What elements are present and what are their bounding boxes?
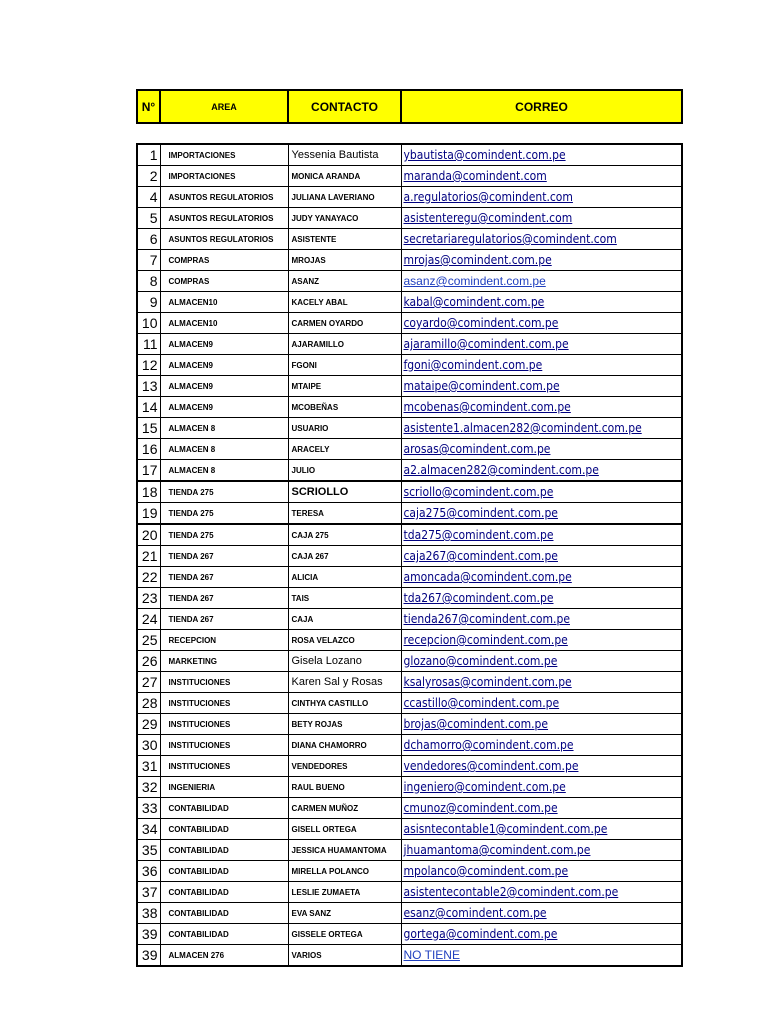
row-number: 36 (137, 861, 160, 882)
email-link[interactable]: gortega@comindent.com.pe (403, 927, 558, 941)
row-email-cell (401, 609, 682, 630)
row-number: 14 (137, 397, 160, 418)
row-area: ALMACEN 8 (160, 439, 288, 460)
row-contact: VARIOS (288, 945, 401, 967)
row-email-cell (401, 756, 682, 777)
table-row (137, 166, 682, 187)
table-row (137, 292, 682, 313)
email-link[interactable]: amoncada@comindent.com.pe (403, 570, 572, 584)
row-area: CONTABILIDAD (160, 798, 288, 819)
row-number: 29 (137, 714, 160, 735)
row-contact: MTAIPE (288, 376, 401, 397)
row-email-cell (401, 567, 682, 588)
email-link[interactable]: asanz@comindent.com.pe (403, 274, 546, 288)
email-link[interactable]: ccastillo@comindent.com.pe (403, 696, 560, 710)
row-number: 13 (137, 376, 160, 397)
table-row (137, 397, 682, 418)
header-row (137, 90, 682, 123)
row-email-cell (401, 798, 682, 819)
table-row (137, 735, 682, 756)
row-email-cell (401, 735, 682, 756)
row-area: INGENIERIA (160, 777, 288, 798)
email-link[interactable]: vendedores@comindent.com.pe (403, 759, 579, 773)
row-email-cell (401, 840, 682, 861)
row-number: 31 (137, 756, 160, 777)
table-row (137, 481, 682, 503)
row-number: 1 (137, 144, 160, 166)
row-email-cell (401, 861, 682, 882)
row-number: 6 (137, 229, 160, 250)
row-contact: CAJA 275 (288, 524, 401, 546)
email-link[interactable]: caja275@comindent.com.pe (403, 506, 558, 520)
row-email-cell (401, 924, 682, 945)
row-number: 8 (137, 271, 160, 292)
row-email-cell (401, 376, 682, 397)
row-number: 4 (137, 187, 160, 208)
row-email-cell (401, 397, 682, 418)
row-email-cell (401, 271, 682, 292)
table-row (137, 144, 682, 166)
row-number: 12 (137, 355, 160, 376)
email-link[interactable]: asistente1.almacen282@comindent.com.pe (403, 421, 642, 435)
table-row (137, 229, 682, 250)
email-link[interactable]: jhuamantoma@comindent.com.pe (403, 843, 591, 857)
table-row (137, 271, 682, 292)
table-row (137, 524, 682, 546)
row-number: 22 (137, 567, 160, 588)
table-row (137, 418, 682, 439)
row-area: MARKETING (160, 651, 288, 672)
email-link[interactable]: tienda267@comindent.com.pe (403, 612, 570, 626)
row-contact: MCOBEÑAS (288, 397, 401, 418)
email-link[interactable]: tda267@comindent.com.pe (403, 591, 554, 605)
row-email-cell (401, 524, 682, 546)
row-contact: GISELL ORTEGA (288, 819, 401, 840)
row-number: 32 (137, 777, 160, 798)
row-email-cell (401, 882, 682, 903)
row-number: 24 (137, 609, 160, 630)
row-contact: MONICA ARANDA (288, 166, 401, 187)
table-row (137, 672, 682, 693)
row-area: INSTITUCIONES (160, 714, 288, 735)
row-email-cell (401, 481, 682, 503)
row-area: CONTABILIDAD (160, 840, 288, 861)
header-area: AREA (160, 90, 288, 123)
row-area: ASUNTOS REGULATORIOS (160, 229, 288, 250)
row-number: 39 (137, 945, 160, 967)
header-table (136, 89, 683, 124)
row-contact: BETY ROJAS (288, 714, 401, 735)
email-link[interactable]: kabal@comindent.com.pe (403, 295, 545, 309)
row-contact: LESLIE ZUMAETA (288, 882, 401, 903)
email-link[interactable]: ksalyrosas@comindent.com.pe (403, 675, 572, 689)
row-email-cell (401, 588, 682, 609)
email-link[interactable]: dchamorro@comindent.com.pe (403, 738, 574, 752)
row-area: ALMACEN10 (160, 313, 288, 334)
email-link[interactable]: mcobenas@comindent.com.pe (403, 400, 571, 414)
email-link[interactable]: ybautista@comindent.com.pe (403, 148, 566, 162)
row-area: TIENDA 267 (160, 546, 288, 567)
email-link[interactable]: tda275@comindent.com.pe (403, 528, 554, 542)
row-area: ALMACEN9 (160, 397, 288, 418)
row-contact: TERESA (288, 503, 401, 525)
table-row (137, 313, 682, 334)
row-email-cell (401, 714, 682, 735)
row-number: 23 (137, 588, 160, 609)
row-number: 33 (137, 798, 160, 819)
row-email-cell (401, 777, 682, 798)
table-row (137, 819, 682, 840)
table-row (137, 756, 682, 777)
row-contact: CARMEN OYARDO (288, 313, 401, 334)
row-area: ALMACEN 276 (160, 945, 288, 967)
row-number: 35 (137, 840, 160, 861)
row-number: 37 (137, 882, 160, 903)
row-contact: ROSA VELAZCO (288, 630, 401, 651)
row-number: 34 (137, 819, 160, 840)
table-row (137, 714, 682, 735)
row-contact: CAJA (288, 609, 401, 630)
row-contact: CAJA 267 (288, 546, 401, 567)
row-area: ALMACEN9 (160, 334, 288, 355)
row-email-cell (401, 229, 682, 250)
row-area: ALMACEN10 (160, 292, 288, 313)
email-link[interactable]: asistentecontable2@comindent.com.pe (403, 885, 619, 899)
row-number: 15 (137, 418, 160, 439)
contacts-table (136, 143, 683, 967)
table-row (137, 588, 682, 609)
email-link[interactable]: a.regulatorios@comindent.com (403, 190, 573, 204)
row-area: ALMACEN 8 (160, 418, 288, 439)
email-link[interactable]: mataipe@comindent.com.pe (403, 379, 560, 393)
row-email-cell (401, 166, 682, 187)
row-email-cell (401, 945, 682, 967)
row-area: CONTABILIDAD (160, 924, 288, 945)
row-contact: VENDEDORES (288, 756, 401, 777)
row-contact: ARACELY (288, 439, 401, 460)
row-contact: ALICIA (288, 567, 401, 588)
email-link[interactable]: secretariaregulatorios@comindent.com (403, 232, 617, 246)
table-row (137, 630, 682, 651)
row-area: ALMACEN 8 (160, 460, 288, 482)
row-contact: DIANA CHAMORRO (288, 735, 401, 756)
row-area: ALMACEN9 (160, 376, 288, 397)
row-number: 28 (137, 693, 160, 714)
row-number: 21 (137, 546, 160, 567)
header-num: N° (137, 90, 160, 123)
row-email-cell (401, 355, 682, 376)
row-area: CONTABILIDAD (160, 819, 288, 840)
row-area: TIENDA 267 (160, 588, 288, 609)
email-link[interactable]: asisntecontable1@comindent.com.pe (403, 822, 608, 836)
row-email-cell (401, 630, 682, 651)
row-area: CONTABILIDAD (160, 861, 288, 882)
row-contact: EVA SANZ (288, 903, 401, 924)
row-area: TIENDA 275 (160, 503, 288, 525)
email-link[interactable]: brojas@comindent.com.pe (403, 717, 549, 731)
row-contact: MROJAS (288, 250, 401, 271)
row-area: INSTITUCIONES (160, 672, 288, 693)
row-contact: Gisela Lozano (288, 651, 401, 672)
row-area: RECEPCION (160, 630, 288, 651)
header-email: CORREO (401, 90, 682, 123)
row-area: IMPORTACIONES (160, 166, 288, 187)
row-number: 9 (137, 292, 160, 313)
table-row (137, 861, 682, 882)
table-row (137, 187, 682, 208)
row-email-cell (401, 672, 682, 693)
row-email-cell (401, 693, 682, 714)
row-email-cell (401, 334, 682, 355)
table-row (137, 777, 682, 798)
email-link[interactable]: fgoni@comindent.com.pe (403, 358, 543, 372)
email-link[interactable]: NO TIENE (403, 948, 460, 962)
row-email-cell (401, 418, 682, 439)
row-contact: ASANZ (288, 271, 401, 292)
row-contact: CARMEN MUÑOZ (288, 798, 401, 819)
email-link[interactable]: ajaramillo@comindent.com.pe (403, 337, 569, 351)
row-area: ASUNTOS REGULATORIOS (160, 187, 288, 208)
row-area: TIENDA 267 (160, 609, 288, 630)
row-contact: JESSICA HUAMANTOMA (288, 840, 401, 861)
table-row (137, 693, 682, 714)
email-link[interactable]: recepcion@comindent.com.pe (403, 633, 568, 647)
row-number: 27 (137, 672, 160, 693)
row-number: 11 (137, 334, 160, 355)
row-number: 2 (137, 166, 160, 187)
row-contact: Yessenia Bautista (288, 144, 401, 166)
row-area: TIENDA 275 (160, 524, 288, 546)
email-link[interactable]: caja267@comindent.com.pe (403, 549, 558, 563)
row-number: 16 (137, 439, 160, 460)
row-email-cell (401, 144, 682, 166)
row-area: TIENDA 267 (160, 567, 288, 588)
row-contact: MIRELLA POLANCO (288, 861, 401, 882)
row-area: INSTITUCIONES (160, 756, 288, 777)
row-email-cell (401, 250, 682, 271)
row-email-cell (401, 546, 682, 567)
email-link[interactable]: cmunoz@comindent.com.pe (403, 801, 558, 815)
row-contact: FGONI (288, 355, 401, 376)
table-row (137, 503, 682, 525)
row-number: 26 (137, 651, 160, 672)
row-contact: RAUL BUENO (288, 777, 401, 798)
row-contact: CINTHYA CASTILLO (288, 693, 401, 714)
table-row (137, 903, 682, 924)
row-email-cell (401, 460, 682, 482)
row-number: 20 (137, 524, 160, 546)
table-row (137, 567, 682, 588)
row-contact: ASISTENTE (288, 229, 401, 250)
row-number: 7 (137, 250, 160, 271)
table-row (137, 208, 682, 229)
email-link[interactable]: scriollo@comindent.com.pe (403, 485, 554, 499)
row-contact: JUDY YANAYACO (288, 208, 401, 229)
row-contact: JULIO (288, 460, 401, 482)
table-row (137, 798, 682, 819)
row-email-cell (401, 313, 682, 334)
row-area: INSTITUCIONES (160, 693, 288, 714)
table-row (137, 376, 682, 397)
row-area: INSTITUCIONES (160, 735, 288, 756)
email-link[interactable]: mrojas@comindent.com.pe (403, 253, 552, 267)
row-email-cell (401, 439, 682, 460)
row-email-cell (401, 903, 682, 924)
row-contact: GISSELE ORTEGA (288, 924, 401, 945)
email-link[interactable]: mpolanco@comindent.com.pe (403, 864, 569, 878)
table-row (137, 840, 682, 861)
row-contact: JULIANA LAVERIANO (288, 187, 401, 208)
row-contact: SCRIOLLO (288, 481, 401, 503)
email-link[interactable]: maranda@comindent.com (403, 169, 547, 183)
email-link[interactable]: ingeniero@comindent.com.pe (403, 780, 566, 794)
table-row (137, 334, 682, 355)
row-area: ALMACEN9 (160, 355, 288, 376)
row-email-cell (401, 651, 682, 672)
row-email-cell (401, 208, 682, 229)
email-link[interactable]: a2.almacen282@comindent.com.pe (403, 463, 599, 477)
table-row (137, 355, 682, 376)
row-number: 19 (137, 503, 160, 525)
row-number: 38 (137, 903, 160, 924)
row-area: ASUNTOS REGULATORIOS (160, 208, 288, 229)
table-row (137, 609, 682, 630)
email-link[interactable]: arosas@comindent.com.pe (403, 442, 551, 456)
header-contact: CONTACTO (288, 90, 401, 123)
table-row (137, 460, 682, 482)
row-area: CONTABILIDAD (160, 903, 288, 924)
email-link[interactable]: asistenteregu@comindent.com (403, 211, 573, 225)
row-number: 25 (137, 630, 160, 651)
row-area: IMPORTACIONES (160, 144, 288, 166)
row-contact: Karen Sal y Rosas (288, 672, 401, 693)
table-row (137, 439, 682, 460)
row-email-cell (401, 187, 682, 208)
row-area: TIENDA 275 (160, 481, 288, 503)
row-email-cell (401, 819, 682, 840)
row-contact: KACELY ABAL (288, 292, 401, 313)
row-area: COMPRAS (160, 250, 288, 271)
row-number: 17 (137, 460, 160, 482)
row-area: CONTABILIDAD (160, 882, 288, 903)
row-contact: USUARIO (288, 418, 401, 439)
table-row (137, 651, 682, 672)
row-number: 5 (137, 208, 160, 229)
table-row (137, 250, 682, 271)
row-number: 18 (137, 481, 160, 503)
contacts-table-body (137, 144, 682, 966)
row-area: COMPRAS (160, 271, 288, 292)
row-number: 10 (137, 313, 160, 334)
table-row (137, 546, 682, 567)
table-row (137, 945, 682, 967)
row-contact: TAIS (288, 588, 401, 609)
row-contact: AJARAMILLO (288, 334, 401, 355)
row-number: 39 (137, 924, 160, 945)
row-email-cell (401, 503, 682, 525)
table-row (137, 924, 682, 945)
row-number: 30 (137, 735, 160, 756)
email-link[interactable]: glozano@comindent.com.pe (403, 654, 558, 668)
table-row (137, 882, 682, 903)
row-email-cell (401, 292, 682, 313)
email-link[interactable]: esanz@comindent.com.pe (403, 906, 547, 920)
email-link[interactable]: coyardo@comindent.com.pe (403, 316, 559, 330)
